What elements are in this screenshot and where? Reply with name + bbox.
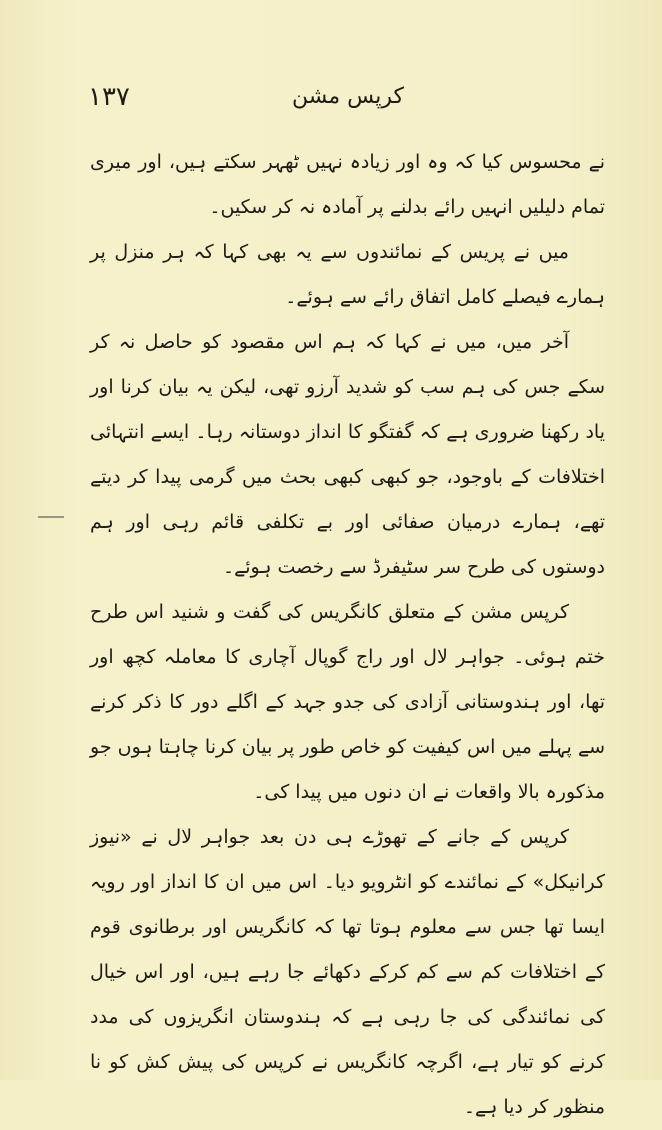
- paragraph: نے محسوس کیا کہ وہ اور زیادہ نہیں ٹھہر سکتے ہیں، اور میری تمام دلیلیں انہیں رائے بدلنے پر آمادہ نہ کر سکیں۔: [90, 151, 605, 218]
- page-header: [88, 82, 588, 122]
- running-title: کرپس مشن: [292, 84, 404, 109]
- paragraph: آخر میں، میں نے کہا کہ ہم اس مقصود کو حاصل نہ کر سکے جس کی ہم سب کو شدید آرزو تھی، لیکن یہ بیان کرنا اور یاد رکھنا ضروری ہے کہ گفتگو کا انداز دوستانہ رہا۔ ایسے انتہائی اختلافات کے باوجود، جو کبھی کبھی بحث میں گرمی پیدا کر دیتے تھے، ہمارے درمیان صفائی اور بے تکلفی قائم رہی اور ہم دوستوں کی طرح سر سٹیفرڈ سے رخصت ہوئے۔: [90, 331, 605, 578]
- margin-mark: [38, 516, 64, 518]
- paragraph: کرپس مشن کے متعلق کانگریس کی گفت و شنید اس طرح ختم ہوئی۔ جواہر لال اور راج گوپال آچاری کا معاملہ کچھ اور تھا، اور ہندوستانی آزادی کی جدو جہد کے اگلے دور کا ذکر کرنے سے پہلے میں اس کیفیت کو خاص طور پر بیان کرنا چاہتا ہوں جو مذکورہ بالا واقعات نے ان دنوں میں پیدا کی۔: [90, 601, 605, 803]
- body-text: [90, 140, 605, 1130]
- page-number: ١٣٧: [88, 82, 130, 112]
- paragraph: کرپس کے جانے کے تھوڑے ہی دن بعد جواہر لال نے «نیوز کرانیکل» کے نمائندے کو انٹرویو دیا۔ اس میں ان کا انداز اور رویہ ایسا تھا جس سے معلوم ہوتا تھا کہ کانگریس اور برطانوی قوم کے اختلافات کم سے کم کرکے دکھائے جا رہے ہیں، اور اس خیال کی نمائندگی کی جا رہی ہے کہ ہندوستان انگریزوں کی مدد کرنے کو تیار ہے، اگرچہ کانگریس نے کرپس کی پیش کش کو نا منظور کر دیا ہے۔: [90, 826, 605, 1118]
- paragraph: میں نے پریس کے نمائندوں سے یہ بھی کہا کہ ہر منزل پر ہمارے فیصلے کامل اتفاق رائے سے ہوئے۔: [90, 241, 605, 308]
